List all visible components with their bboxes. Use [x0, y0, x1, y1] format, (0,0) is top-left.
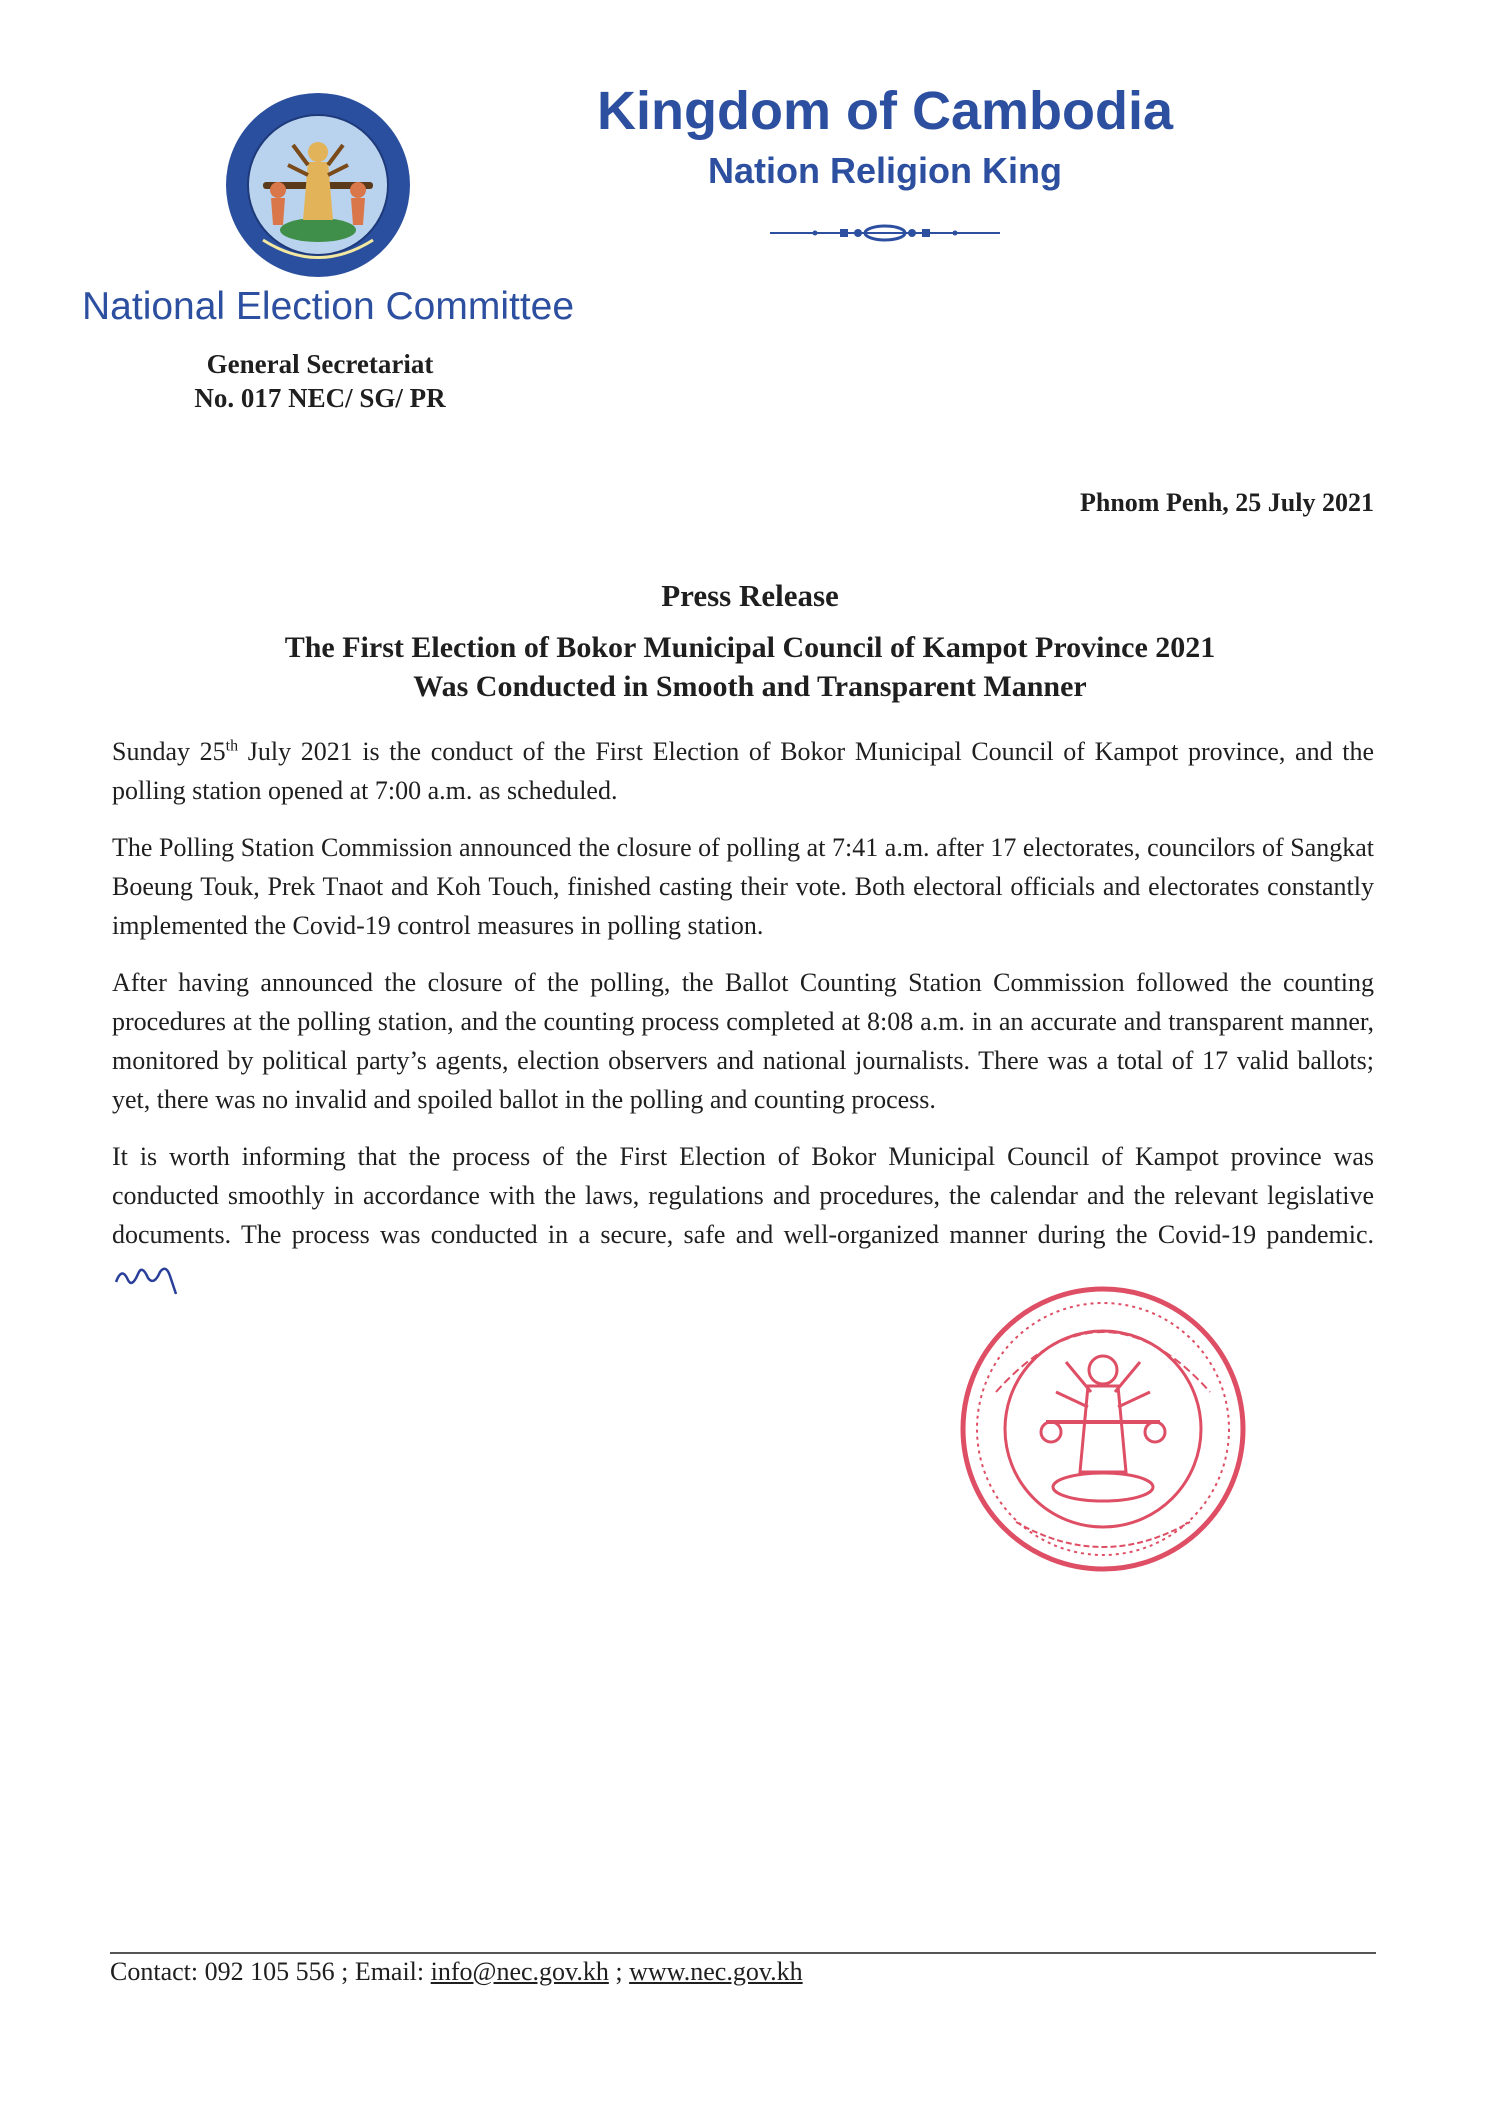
national-motto: Nation Religion King [708, 150, 1062, 191]
official-seal [956, 1282, 1250, 1576]
document-title: Press Release [661, 578, 839, 613]
nec-logo [223, 90, 413, 280]
document-date: Phnom Penh, 25 July 2021 [1080, 488, 1374, 517]
contact-label: Contact: 092 105 556 ; Email: [110, 1957, 431, 1986]
paragraph-1: Sunday 25th July 2021 is the conduct of the First Election of Bokor Municipal Council of Kampot province, and the polling station opened at 7:00 a.m. as scheduled. [112, 737, 1374, 805]
secretariat-block [150, 347, 490, 415]
kingdom-heading: Kingdom of Cambodia [597, 81, 1173, 141]
secretariat-label: General Secretariat [206, 349, 434, 379]
handwritten-initials [112, 1256, 182, 1296]
footer-divider [110, 1952, 1376, 1954]
paragraph-4: It is worth informing that the process of the First Election of Bokor Municipal Council of Kampot province was conducted smoothly in accordance with the laws, regulations and procedures, the calendar and the relevant legislative documents. The process was conducted in a secure, safe and well-organized manner during the Covid-19 pandemic. [112, 1137, 1374, 1296]
footer-separator: ; [608, 1957, 630, 1986]
subtitle-line-1: The First Election of Bokor Municipal Council of Kampot Province 2021 [284, 631, 1216, 664]
reference-number: No. 017 NEC/ SG/ PR [194, 383, 446, 413]
footer-contact [110, 1957, 803, 1987]
organization-name: National Election Committee [82, 285, 575, 328]
email-link[interactable]: info@nec.gov.kh [430, 1957, 609, 1986]
document-subtitle [100, 628, 1400, 706]
website-link[interactable]: www.nec.gov.kh [629, 1957, 803, 1986]
paragraph-2: The Polling Station Commission announced the closure of polling at 7:41 a.m. after 17 electorates, councilors of Sangkat Boeung Touk, Prek Tnaot and Koh Touch, finished casting their vote. Both electoral officials and electorates constantly implemented the Covid-19 control measures in polling station. [112, 833, 1374, 940]
paragraph-3: After having announced the closure of the polling, the Ballot Counting Station Commission followed the counting procedures at the polling station, and the counting process completed at 8:08 a.m. in an accurate and transparent manner, monitored by political party’s agents, election observers and national journalists. There was a total of 17 valid ballots; yet, there was no invalid and spoiled ballot in the polling and counting process. [112, 968, 1374, 1114]
ornament-divider [770, 220, 1000, 246]
document-body [112, 732, 1374, 1314]
subtitle-line-2: Was Conducted in Smooth and Transparent Manner [413, 670, 1087, 703]
